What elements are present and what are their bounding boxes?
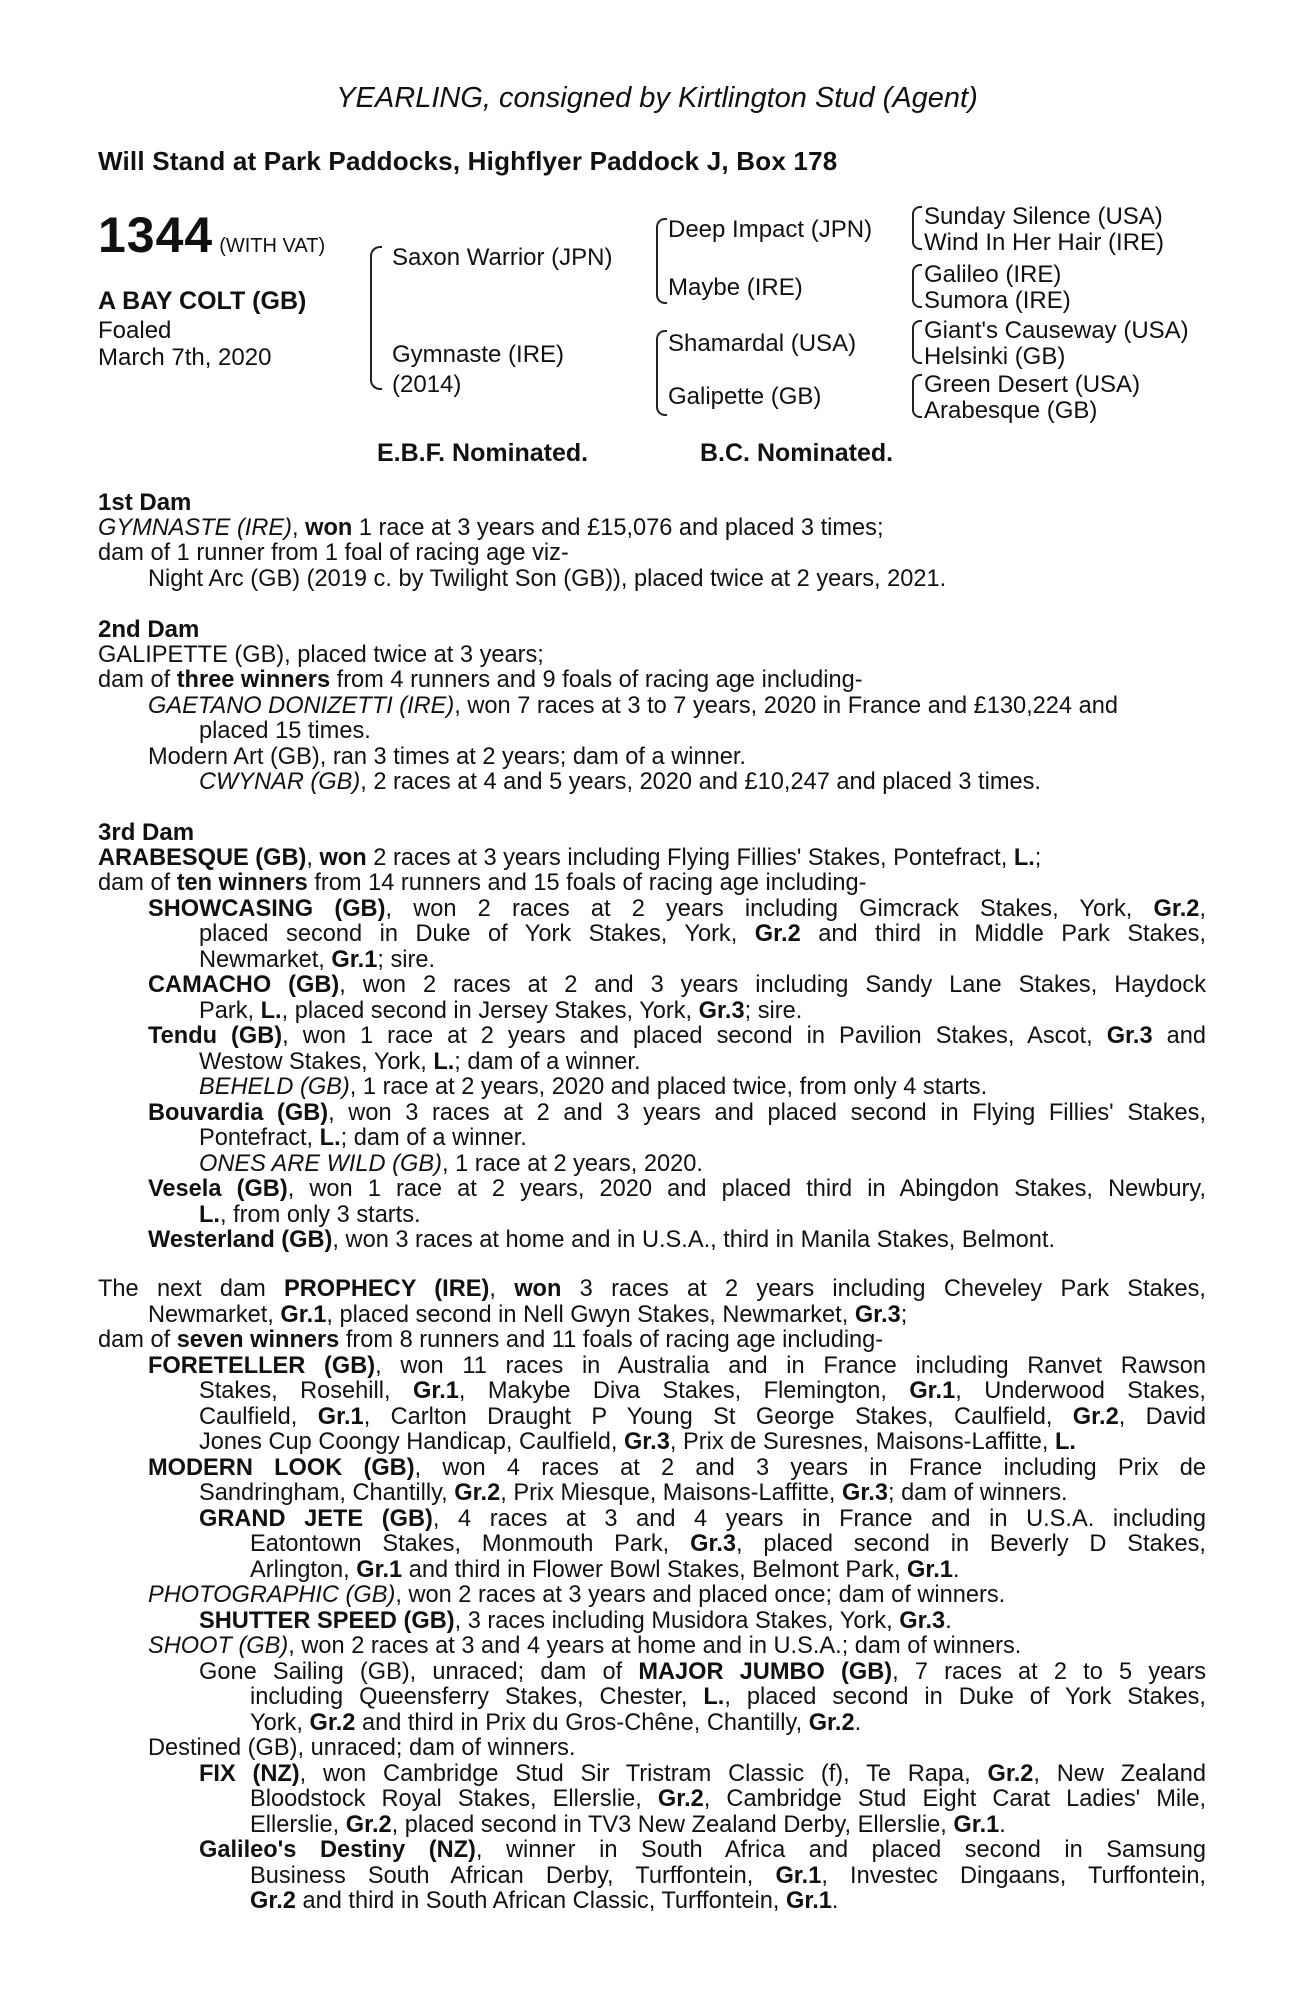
stand-location: Will Stand at Park Paddocks, Highflyer Paddock J, Box 178 bbox=[98, 146, 838, 176]
text: Stakes, Rosehill, bbox=[199, 1378, 413, 1404]
text: , winner in South Africa and placed second in Samsung bbox=[475, 1837, 1206, 1863]
next-dam-line-cont bbox=[98, 1303, 1206, 1329]
text: including Queensferry Stakes, Chester, bbox=[250, 1684, 704, 1710]
text: , Investec Dingaans, Turffontein, bbox=[821, 1862, 1206, 1889]
pedigree-sire-sire: Deep Impact (JPN) bbox=[668, 216, 873, 243]
group-label: Gr.2 bbox=[657, 1786, 704, 1812]
text: Business South African Derby, Turffontein, bbox=[250, 1862, 776, 1889]
text: , placed second in Jersey Stakes, York, bbox=[281, 997, 699, 1024]
pedigree-gen3-8: Arabesque (GB) bbox=[924, 397, 1098, 424]
text: and third in South African Classic, Turffontein, bbox=[295, 1888, 786, 1914]
group-label: Gr.1 bbox=[953, 1811, 1000, 1838]
next-dam-section bbox=[98, 1277, 1206, 1915]
group-label: Gr.2 bbox=[250, 1888, 296, 1914]
second-dam-section bbox=[98, 617, 1206, 796]
text: 3 races at 2 years including Cheveley Park Stakes, bbox=[561, 1276, 1206, 1302]
third-dam-grandproduce bbox=[98, 1152, 1206, 1178]
foaled-date: March 7th, 2020 bbox=[98, 344, 272, 371]
first-dam-produce: Night Arc (GB) (2019 c. by Twilight Son (GB)), placed twice at 2 years, 2021. bbox=[148, 565, 947, 592]
winners-count: three winners bbox=[176, 667, 331, 693]
next-dam-grandproduce-cont bbox=[98, 1889, 1206, 1915]
pedigree-gen3-1: Sunday Silence (USA) bbox=[924, 203, 1163, 230]
third-dam-produce-cont bbox=[98, 999, 1206, 1025]
pedigree-brace-main bbox=[370, 246, 382, 390]
text: , won 7 races at 3 to 7 years, 2020 in France and £130,224 and bbox=[454, 692, 1118, 719]
group-label: Gr.2 bbox=[1072, 1403, 1119, 1430]
won-label: won bbox=[305, 514, 353, 541]
dam-name: GYMNASTE (IRE) bbox=[98, 514, 293, 541]
third-dam-title: 3rd Dam bbox=[98, 819, 195, 846]
text: , won 4 races at 2 and 3 years in France including Prix de bbox=[414, 1454, 1206, 1481]
bc-nomination: B.C. Nominated. bbox=[700, 439, 894, 467]
text: dam of bbox=[98, 1327, 177, 1353]
group-label: Gr.3 bbox=[842, 1480, 888, 1506]
pedigree-gen3-2: Wind In Her Hair (IRE) bbox=[924, 229, 1165, 256]
text: Newmarket, bbox=[148, 1301, 281, 1328]
text: Westow Stakes, York, bbox=[199, 1048, 434, 1075]
lot-title: A BAY COLT (GB) bbox=[98, 287, 307, 315]
won-label: won bbox=[319, 844, 367, 871]
pedigree-sire: Saxon Warrior (JPN) bbox=[392, 244, 613, 271]
text: , Underwood Stakes, bbox=[955, 1378, 1206, 1404]
next-dam-produce bbox=[98, 1354, 1206, 1380]
text: , won 2 races at 2 and 3 years including Sandy Lane Stakes, Haydock bbox=[339, 972, 1206, 998]
pedigree-dam-sire: Shamardal (USA) bbox=[668, 330, 857, 357]
produce-name: CAMACHO (GB) bbox=[148, 972, 340, 998]
listed-label: L. bbox=[199, 1201, 220, 1228]
winners-count: ten winners bbox=[176, 870, 308, 896]
listed-label: L. bbox=[260, 997, 282, 1024]
text: Eatontown Stakes, Monmouth Park, bbox=[250, 1531, 691, 1557]
produce-name: Galileo's Destiny (NZ) bbox=[199, 1837, 476, 1863]
group-label: Gr.2 bbox=[1153, 895, 1200, 922]
third-dam-produce bbox=[98, 1024, 1206, 1050]
third-dam-produce bbox=[98, 1101, 1206, 1127]
next-dam-produce bbox=[98, 1456, 1206, 1482]
listed-label: L. bbox=[433, 1048, 455, 1075]
text: and bbox=[1152, 1023, 1207, 1049]
pedigree-brace-g34 bbox=[912, 264, 922, 308]
produce-name: FORETELLER (GB) bbox=[148, 1352, 376, 1379]
text: Arlington, bbox=[250, 1556, 357, 1583]
group-label: Gr.1 bbox=[280, 1301, 327, 1328]
third-dam-produce-cont bbox=[98, 1126, 1206, 1152]
consignment-heading: YEARLING, consigned by Kirtlington Stud (Agent) bbox=[336, 82, 978, 114]
text: Bloodstock Royal Stakes, Ellerslie, bbox=[250, 1786, 658, 1812]
group-label: Gr.1 bbox=[413, 1378, 459, 1404]
produce-name: CWYNAR (GB) bbox=[199, 769, 361, 795]
produce-name: MODERN LOOK (GB) bbox=[148, 1454, 415, 1481]
text: , won 2 races at 2 years including Gimcrack Stakes, York, bbox=[385, 895, 1154, 922]
pedigree-dam-year: (2014) bbox=[392, 371, 462, 398]
text: , bbox=[489, 1276, 515, 1302]
winners-count: seven winners bbox=[176, 1327, 340, 1353]
text: . bbox=[945, 1607, 952, 1634]
text: . bbox=[952, 1556, 960, 1583]
text: ; bbox=[1034, 844, 1042, 871]
text: Pontefract, bbox=[199, 1125, 320, 1151]
text: ; sire. bbox=[744, 997, 803, 1024]
text: , won 3 races at 2 and 3 years and placed second in Flying Fillies' Stakes, bbox=[328, 1099, 1206, 1126]
text: ; dam of winners. bbox=[887, 1480, 1068, 1506]
foaled-label: Foaled bbox=[98, 317, 172, 344]
group-label: Gr.1 bbox=[909, 1378, 956, 1404]
next-dam-grandproduce-cont bbox=[98, 1711, 1206, 1737]
text: Park, bbox=[199, 997, 261, 1024]
text: from 8 runners and 11 foals of racing age including- bbox=[339, 1327, 884, 1353]
next-dam-grandproduce-cont bbox=[98, 1685, 1206, 1711]
produce-name: SHUTTER SPEED (GB) bbox=[199, 1607, 455, 1634]
text: , 1 race at 2 years, 2020. bbox=[441, 1150, 703, 1177]
group-label: Gr.3 bbox=[1106, 1023, 1153, 1049]
group-label: Gr.1 bbox=[331, 946, 378, 973]
text: from 14 runners and 15 foals of racing age including- bbox=[307, 870, 867, 896]
text: Caulfield, bbox=[199, 1403, 318, 1430]
next-dam-grandproduce bbox=[98, 1507, 1206, 1533]
third-dam-produce bbox=[98, 1177, 1206, 1203]
text: , 4 races at 3 and 4 years in France and in U.S.A. including bbox=[432, 1505, 1206, 1532]
first-dam-line: dam of 1 runner from 1 foal of racing age viz- bbox=[98, 540, 569, 566]
pedigree-gen3-4: Sumora (IRE) bbox=[924, 287, 1071, 314]
text: , bbox=[306, 844, 320, 871]
pedigree-brace-sire bbox=[656, 218, 667, 304]
listed-label: L. bbox=[1013, 844, 1035, 871]
pedigree-brace-g78 bbox=[912, 374, 922, 418]
produce-name: GAETANO DONIZETTI (IRE) bbox=[148, 692, 455, 719]
second-dam-title: 2nd Dam bbox=[98, 616, 200, 643]
listed-label: L. bbox=[319, 1125, 341, 1151]
text: ; sire. bbox=[377, 946, 436, 973]
next-dam-grandproduce-cont bbox=[98, 1813, 1206, 1839]
next-dam-grandproduce-cont bbox=[98, 1864, 1206, 1890]
text: Ellerslie, bbox=[250, 1811, 346, 1838]
first-dam-title: 1st Dam bbox=[98, 489, 192, 516]
lot-number: 1344 bbox=[98, 207, 214, 263]
second-dam-produce-cont: placed 15 times. bbox=[199, 718, 371, 744]
produce-name: MAJOR JUMBO (GB) bbox=[638, 1658, 893, 1685]
third-dam-produce bbox=[98, 1228, 1206, 1254]
third-dam-grandproduce bbox=[98, 1075, 1206, 1101]
second-dam-line bbox=[98, 668, 1206, 694]
group-label: Gr.3 bbox=[690, 1531, 737, 1557]
next-dam-produce-cont bbox=[98, 1405, 1206, 1431]
third-dam-line bbox=[98, 871, 1206, 897]
listed-label: L. bbox=[1054, 1429, 1076, 1455]
text: from 4 runners and 9 foals of racing age including- bbox=[330, 667, 863, 693]
text: , 3 races including Musidora Stakes, York, bbox=[454, 1607, 900, 1634]
produce-name: Vesela (GB) bbox=[148, 1176, 288, 1202]
text: , placed second in Duke of York Stakes, bbox=[724, 1684, 1206, 1710]
text: ; dam of a winner. bbox=[340, 1125, 527, 1151]
next-dam-produce-cont bbox=[98, 1481, 1206, 1507]
next-dam-produce-cont bbox=[98, 1430, 1206, 1456]
text: , Cambridge Stud Eight Carat Ladies' Mile, bbox=[703, 1786, 1207, 1812]
pedigree-sire-dam: Maybe (IRE) bbox=[668, 274, 803, 301]
text: Gone Sailing (GB), unraced; dam of bbox=[199, 1658, 639, 1685]
text: Newmarket, bbox=[199, 946, 332, 973]
first-dam-line bbox=[98, 516, 1206, 542]
listed-label: L. bbox=[703, 1684, 725, 1710]
next-dam-produce bbox=[98, 1583, 1206, 1609]
next-dam-grandproduce-cont bbox=[98, 1558, 1206, 1584]
text: ; bbox=[900, 1301, 908, 1328]
text: , won 1 race at 2 years, 2020 and placed third in Abingdon Stakes, Newbury, bbox=[287, 1176, 1207, 1202]
second-dam-grandproduce bbox=[98, 770, 1206, 796]
group-label: Gr.2 bbox=[309, 1709, 356, 1736]
text: and third in Middle Park Stakes, bbox=[800, 921, 1207, 947]
pedigree-gen3-3: Galileo (IRE) bbox=[924, 261, 1062, 288]
produce-name: BEHELD (GB) bbox=[199, 1074, 350, 1100]
next-dam-produce bbox=[98, 1634, 1206, 1660]
text: York, bbox=[250, 1709, 310, 1736]
third-dam-produce-cont bbox=[98, 948, 1206, 974]
pedigree-brace-g56 bbox=[912, 320, 922, 364]
text: , won 11 races in Australia and in France including Ranvet Rawson bbox=[375, 1352, 1206, 1379]
group-label: Gr.2 bbox=[987, 1760, 1034, 1787]
vat-note: (WITH VAT) bbox=[219, 235, 326, 257]
dam-name: ARABESQUE (GB) bbox=[98, 844, 307, 871]
dam-name: PROPHECY (IRE) bbox=[284, 1276, 490, 1302]
pedigree-brace-dam bbox=[656, 330, 667, 416]
text: , won 2 races at 3 years and placed once; dam of winners. bbox=[395, 1582, 1006, 1608]
text: , Prix Miesque, Maisons-Laffitte, bbox=[500, 1480, 843, 1506]
next-dam-grandproduce-cont bbox=[98, 1787, 1206, 1813]
text: , Prix de Suresnes, Maisons-Laffitte, bbox=[669, 1429, 1055, 1455]
third-dam-produce bbox=[98, 897, 1206, 923]
pedigree-gen3-7: Green Desert (USA) bbox=[924, 371, 1141, 398]
pedigree-dam-dam: Galipette (GB) bbox=[668, 383, 822, 410]
next-dam-produce-cont bbox=[98, 1379, 1206, 1405]
third-dam-produce bbox=[98, 973, 1206, 999]
pedigree-brace-g12 bbox=[912, 206, 922, 250]
text: dam of bbox=[98, 870, 177, 896]
text: , David bbox=[1118, 1403, 1206, 1430]
group-label: Gr.3 bbox=[899, 1607, 946, 1634]
text: dam of bbox=[98, 667, 177, 693]
produce-name: ONES ARE WILD (GB) bbox=[199, 1150, 442, 1177]
group-label: Gr.3 bbox=[623, 1429, 670, 1455]
second-dam-produce bbox=[98, 694, 1206, 720]
next-dam-grandproduce bbox=[98, 1838, 1206, 1864]
text: , from only 3 starts. bbox=[219, 1201, 421, 1228]
first-dam-section bbox=[98, 490, 1206, 592]
text: , 7 races at 2 to 5 years bbox=[892, 1658, 1207, 1685]
text: 1 race at 3 years and £15,076 and placed 3 times; bbox=[352, 514, 884, 541]
text: , bbox=[1199, 895, 1206, 922]
group-label: Gr.1 bbox=[907, 1556, 953, 1583]
text: , placed second in TV3 New Zealand Derby, Ellerslie, bbox=[391, 1811, 954, 1838]
ebf-nomination: E.B.F. Nominated. bbox=[377, 439, 589, 467]
group-label: Gr.3 bbox=[698, 997, 745, 1024]
text: , won Cambridge Stud Sir Tristram Classic (f), Te Rapa, bbox=[299, 1760, 988, 1787]
produce-name: SHOOT (GB) bbox=[148, 1633, 289, 1659]
text: and third in Prix du Gros-Chêne, Chantilly, bbox=[355, 1709, 809, 1736]
foaled-info bbox=[98, 317, 271, 371]
text: placed second in Duke of York Stakes, York, bbox=[199, 921, 755, 947]
text: , Carlton Draught P Young St George Stakes, Caulfield, bbox=[363, 1403, 1073, 1430]
pedigree-dam: Gymnaste (IRE) bbox=[392, 341, 565, 368]
text: , won 2 races at 3 and 4 years at home and in U.S.A.; dam of winners. bbox=[288, 1633, 1022, 1659]
won-label: won bbox=[514, 1276, 562, 1302]
group-label: Gr.1 bbox=[317, 1403, 364, 1430]
next-dam-grandproduce bbox=[98, 1762, 1206, 1788]
next-dam-produce: Destined (GB), unraced; dam of winners. bbox=[148, 1735, 576, 1761]
text: The next dam bbox=[98, 1276, 285, 1302]
pedigree-gen3-6: Helsinki (GB) bbox=[924, 343, 1066, 370]
next-dam-line bbox=[98, 1277, 1206, 1303]
lot-header bbox=[98, 206, 325, 264]
text: , Makybe Diva Stakes, Flemington, bbox=[458, 1378, 910, 1404]
third-dam-line bbox=[98, 846, 1206, 872]
third-dam-produce-cont bbox=[98, 922, 1206, 948]
text: , 1 race at 2 years, 2020 and placed twice, from only 4 starts. bbox=[349, 1074, 988, 1100]
second-dam-produce: Modern Art (GB), ran 3 times at 2 years; dam of a winner. bbox=[148, 743, 746, 770]
produce-name: PHOTOGRAPHIC (GB) bbox=[148, 1582, 396, 1608]
next-dam-grandproduce-cont bbox=[98, 1532, 1206, 1558]
text: , won 1 race at 2 years and placed second in Pavilion Stakes, Ascot, bbox=[282, 1023, 1107, 1049]
text: Jones Cup Coongy Handicap, Caulfield, bbox=[199, 1429, 624, 1455]
text: . bbox=[999, 1811, 1006, 1838]
text: , New Zealand bbox=[1033, 1760, 1206, 1787]
text: 2 races at 3 years including Flying Fillies' Stakes, Pontefract, bbox=[366, 844, 1014, 871]
text: , placed second in Nell Gwyn Stakes, Newmarket, bbox=[326, 1301, 855, 1328]
next-dam-grandproduce bbox=[98, 1660, 1206, 1686]
group-label: Gr.2 bbox=[808, 1709, 855, 1736]
text: , placed second in Beverly D Stakes, bbox=[736, 1531, 1206, 1557]
group-label: Gr.1 bbox=[356, 1556, 403, 1583]
produce-name: SHOWCASING (GB) bbox=[148, 895, 386, 922]
text: . bbox=[854, 1709, 862, 1736]
text: , bbox=[292, 514, 306, 541]
next-dam-grandproduce bbox=[98, 1609, 1206, 1635]
group-label: Gr.3 bbox=[854, 1301, 901, 1328]
group-label: Gr.2 bbox=[754, 921, 801, 947]
next-dam-line bbox=[98, 1328, 1206, 1354]
third-dam-section bbox=[98, 820, 1206, 1254]
group-label: Gr.2 bbox=[345, 1811, 392, 1838]
text: . bbox=[831, 1888, 839, 1914]
produce-name: Tendu (GB) bbox=[148, 1023, 283, 1049]
group-label: Gr.1 bbox=[785, 1888, 832, 1914]
produce-name: FIX (NZ) bbox=[199, 1760, 300, 1787]
text: Sandringham, Chantilly, bbox=[199, 1480, 455, 1506]
group-label: Gr.2 bbox=[454, 1480, 501, 1506]
pedigree-gen3-5: Giant's Causeway (USA) bbox=[924, 317, 1189, 344]
text: , 2 races at 4 and 5 years, 2020 and £10,247 and placed 3 times. bbox=[360, 769, 1041, 795]
third-dam-produce-cont bbox=[98, 1050, 1206, 1076]
produce-name: Westerland (GB) bbox=[148, 1227, 333, 1253]
text: ; dam of a winner. bbox=[454, 1048, 641, 1075]
produce-name: GRAND JETE (GB) bbox=[199, 1505, 433, 1532]
group-label: Gr.1 bbox=[775, 1862, 822, 1889]
produce-name: Bouvardia (GB) bbox=[148, 1099, 329, 1126]
second-dam-line: GALIPETTE (GB), placed twice at 3 years; bbox=[98, 641, 544, 668]
third-dam-produce-cont bbox=[98, 1203, 1206, 1229]
text: and third in Flower Bowl Stakes, Belmont Park, bbox=[402, 1556, 908, 1583]
text: , won 3 races at home and in U.S.A., third in Manila Stakes, Belmont. bbox=[332, 1227, 1056, 1253]
